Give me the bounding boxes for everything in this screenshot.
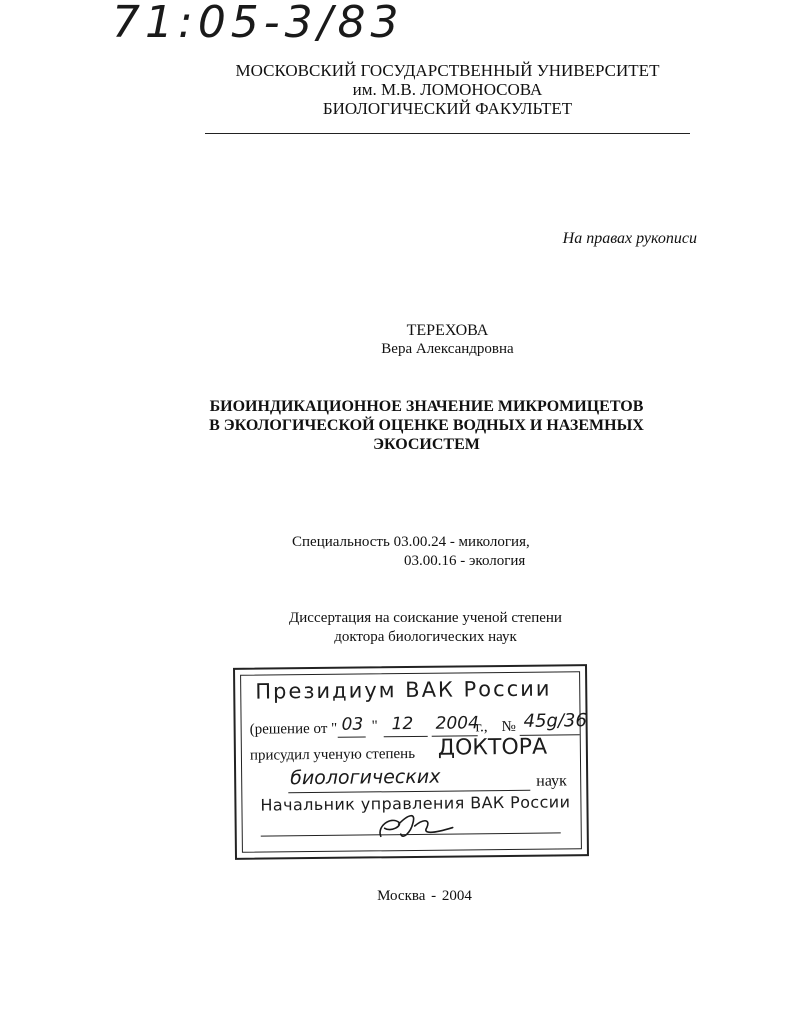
faculty-name: БИОЛОГИЧЕСКИЙ ФАКУЛЬТЕТ (322, 99, 573, 118)
stamp-number: 45g/36 (523, 710, 587, 732)
stamp-decision-prefix: (решение от " (249, 720, 338, 738)
stamp-year-suffix: г., (475, 719, 488, 736)
stamp-degree: ДОКТОРА (437, 734, 548, 761)
specialty-line-1: Специальность 03.00.24 - микология, (292, 534, 530, 550)
stamp-month-underline (384, 736, 428, 737)
stamp-title: Президиум ВАК России (255, 676, 552, 704)
degree-line-2: доктора биологических наук (334, 629, 517, 645)
stamp-day: 03 (341, 714, 364, 735)
university-named-after: им. М.В. ЛОМОНОСОВА (352, 80, 543, 99)
archive-code: 71:05-3/83 (112, 0, 404, 48)
dissertation-title-line-3: ЭКОСИСТЕМ (373, 436, 480, 453)
stamp-day-underline (338, 736, 366, 737)
author-given-names: Вера Александровна (381, 341, 514, 357)
stamp-awarded: присудил ученую степень (249, 745, 416, 764)
stamp-quote-mid: " (371, 718, 378, 735)
dissertation-title-line-2: В ЭКОЛОГИЧЕСКОЙ ОЦЕНКЕ ВОДНЫХ И НАЗЕМНЫХ (209, 417, 644, 434)
stamp-month: 12 (391, 713, 414, 735)
degree-line-1: Диссертация на соискание ученой степени (289, 610, 562, 626)
stamp-number-label: № (501, 718, 517, 736)
header-divider (205, 133, 690, 134)
stamp-head: Начальник управления ВАК России (260, 792, 571, 815)
signature-icon (372, 805, 462, 846)
university-name: МОСКОВСКИЙ ГОСУДАРСТВЕННЫЙ УНИВЕРСИТЕТ (235, 61, 660, 80)
stamp-sciences: наук (536, 772, 567, 790)
manuscript-note: На правах рукописи (562, 230, 697, 247)
specialty-line-2: 03.00.16 - экология (404, 553, 526, 569)
author-surname: ТЕРЕХОВА (406, 322, 489, 339)
stamp-field: биологических (290, 765, 441, 790)
stamp-year: 2004 (435, 713, 479, 734)
vak-stamp (233, 664, 589, 860)
city-year: Москва - 2004 (377, 888, 472, 904)
dissertation-title-line-1: БИОИНДИКАЦИОННОЕ ЗНАЧЕНИЕ МИКРОМИЦЕТОВ (209, 398, 644, 415)
